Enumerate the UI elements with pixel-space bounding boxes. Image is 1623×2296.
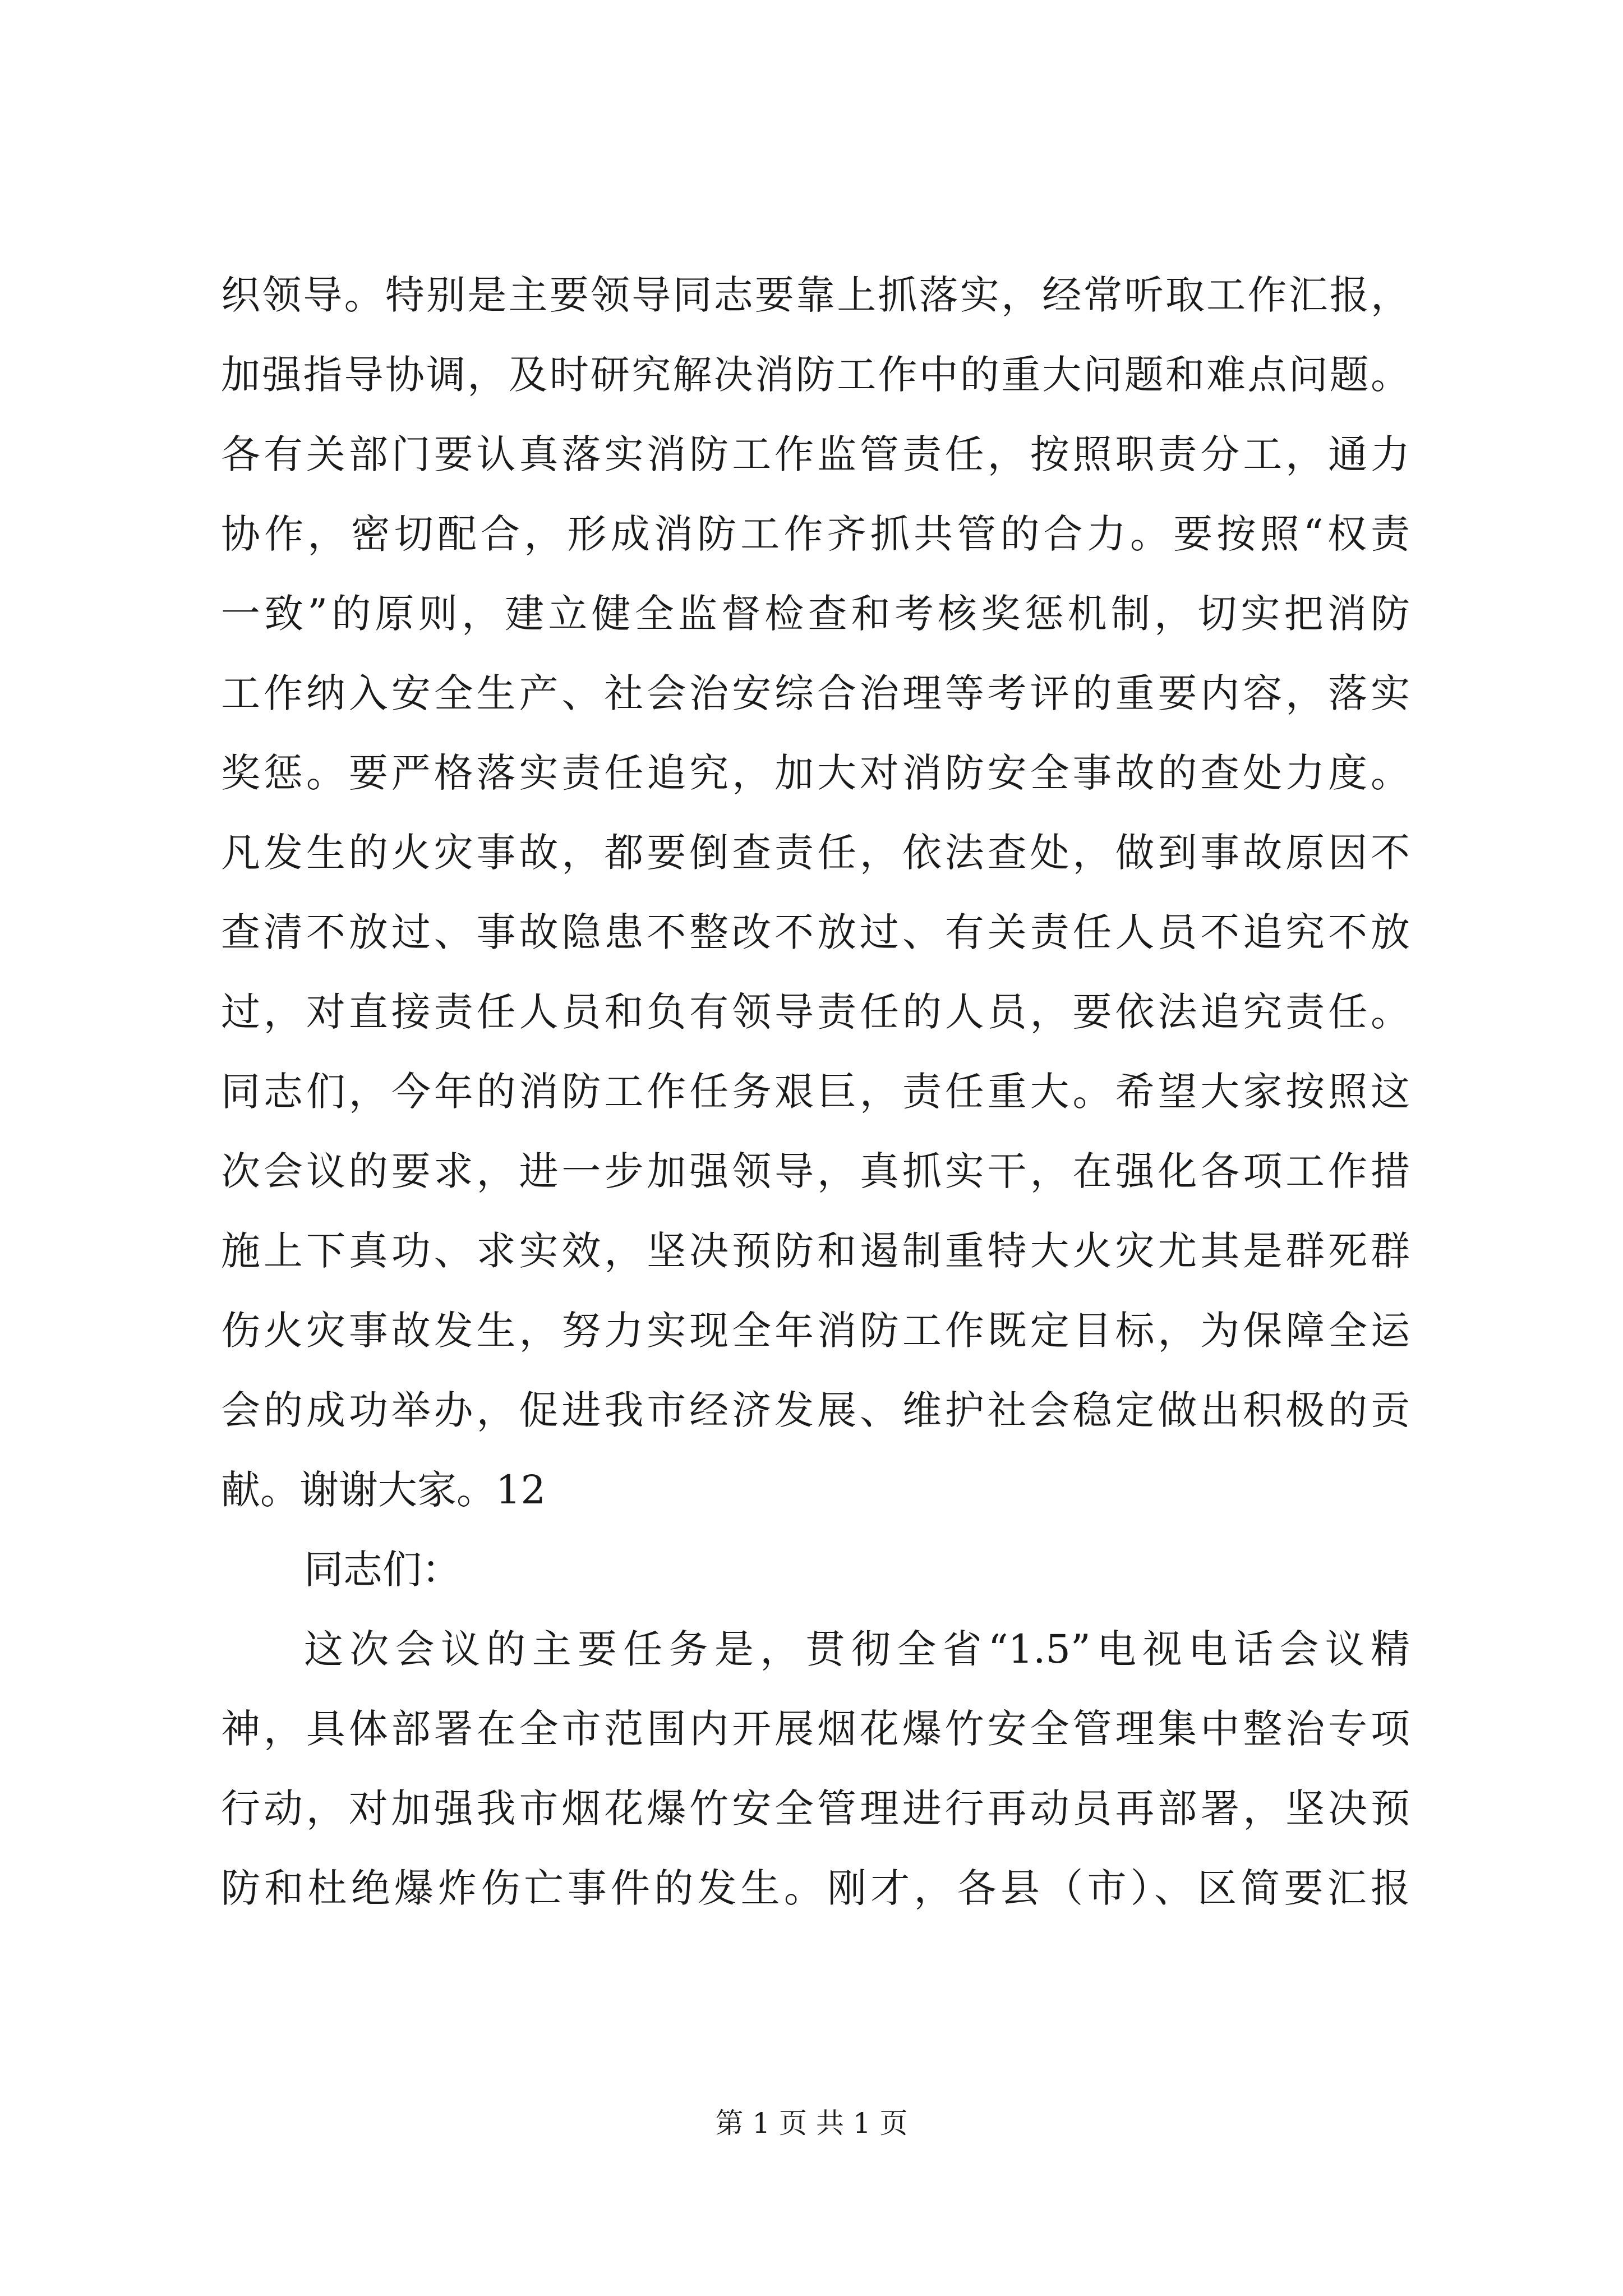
salutation-line: 同志们： bbox=[304, 1547, 461, 1593]
text-line: 献。谢谢大家。12 bbox=[221, 1467, 546, 1513]
text-line: 次会议的要求，进一步加强领导，真抓实干，在强化各项工作措 bbox=[221, 1148, 1410, 1194]
text-line: 查清不放过、事故隐患不整改不放过、有关责任人员不追究不放 bbox=[221, 909, 1410, 955]
text-line: 过，对直接责任人员和负有领导责任的人员，要依法追究责任。 bbox=[221, 989, 1410, 1035]
text-line: 防和杜绝爆炸伤亡事件的发生。刚才，各县（市）、区简要汇报 bbox=[221, 1865, 1410, 1911]
text-line: 伤火灾事故发生，努力实现全年消防工作既定目标，为保障全运 bbox=[221, 1308, 1410, 1354]
text-line: 行动，对加强我市烟花爆竹安全管理进行再动员再部署，坚决预 bbox=[221, 1786, 1410, 1832]
text-line: 协作，密切配合，形成消防工作齐抓共管的合力。要按照“权责 bbox=[221, 511, 1410, 557]
text-line: 各有关部门要认真落实消防工作监管责任，按照职责分工，通力 bbox=[221, 431, 1410, 477]
document-body bbox=[221, 255, 1410, 1928]
text-line: 一致”的原则，建立健全监督检查和考核奖惩机制，切实把消防 bbox=[221, 591, 1410, 637]
text-line: 工作纳入安全生产、社会治安综合治理等考评的重要内容，落实 bbox=[221, 670, 1410, 716]
text-line: 凡发生的火灾事故，都要倒查责任，依法查处，做到事故原因不 bbox=[221, 830, 1410, 876]
text-line: 会的成功举办，促进我市经济发展、维护社会稳定做出积极的贡 bbox=[221, 1387, 1410, 1433]
text-line: 奖惩。要严格落实责任追究，加大对消防安全事故的查处力度。 bbox=[221, 750, 1410, 796]
text-line: 同志们，今年的消防工作任务艰巨，责任重大。希望大家按照这 bbox=[221, 1069, 1410, 1115]
page-footer: 第 1 页 共 1 页 bbox=[715, 2107, 908, 2139]
text-line: 加强指导协调，及时研究解决消防工作中的重大问题和难点问题。 bbox=[221, 352, 1410, 398]
text-line: 神，具体部署在全市范围内开展烟花爆竹安全管理集中整治专项 bbox=[221, 1706, 1410, 1752]
text-line: 施上下真功、求实效，坚决预防和遏制重特大火灾尤其是群死群 bbox=[221, 1228, 1410, 1274]
text-line: 这次会议的主要任务是，贯彻全省“1.5”电视电话会议精 bbox=[304, 1626, 1410, 1672]
text-line: 织领导。特别是主要领导同志要靠上抓落实，经常听取工作汇报， bbox=[221, 272, 1410, 318]
